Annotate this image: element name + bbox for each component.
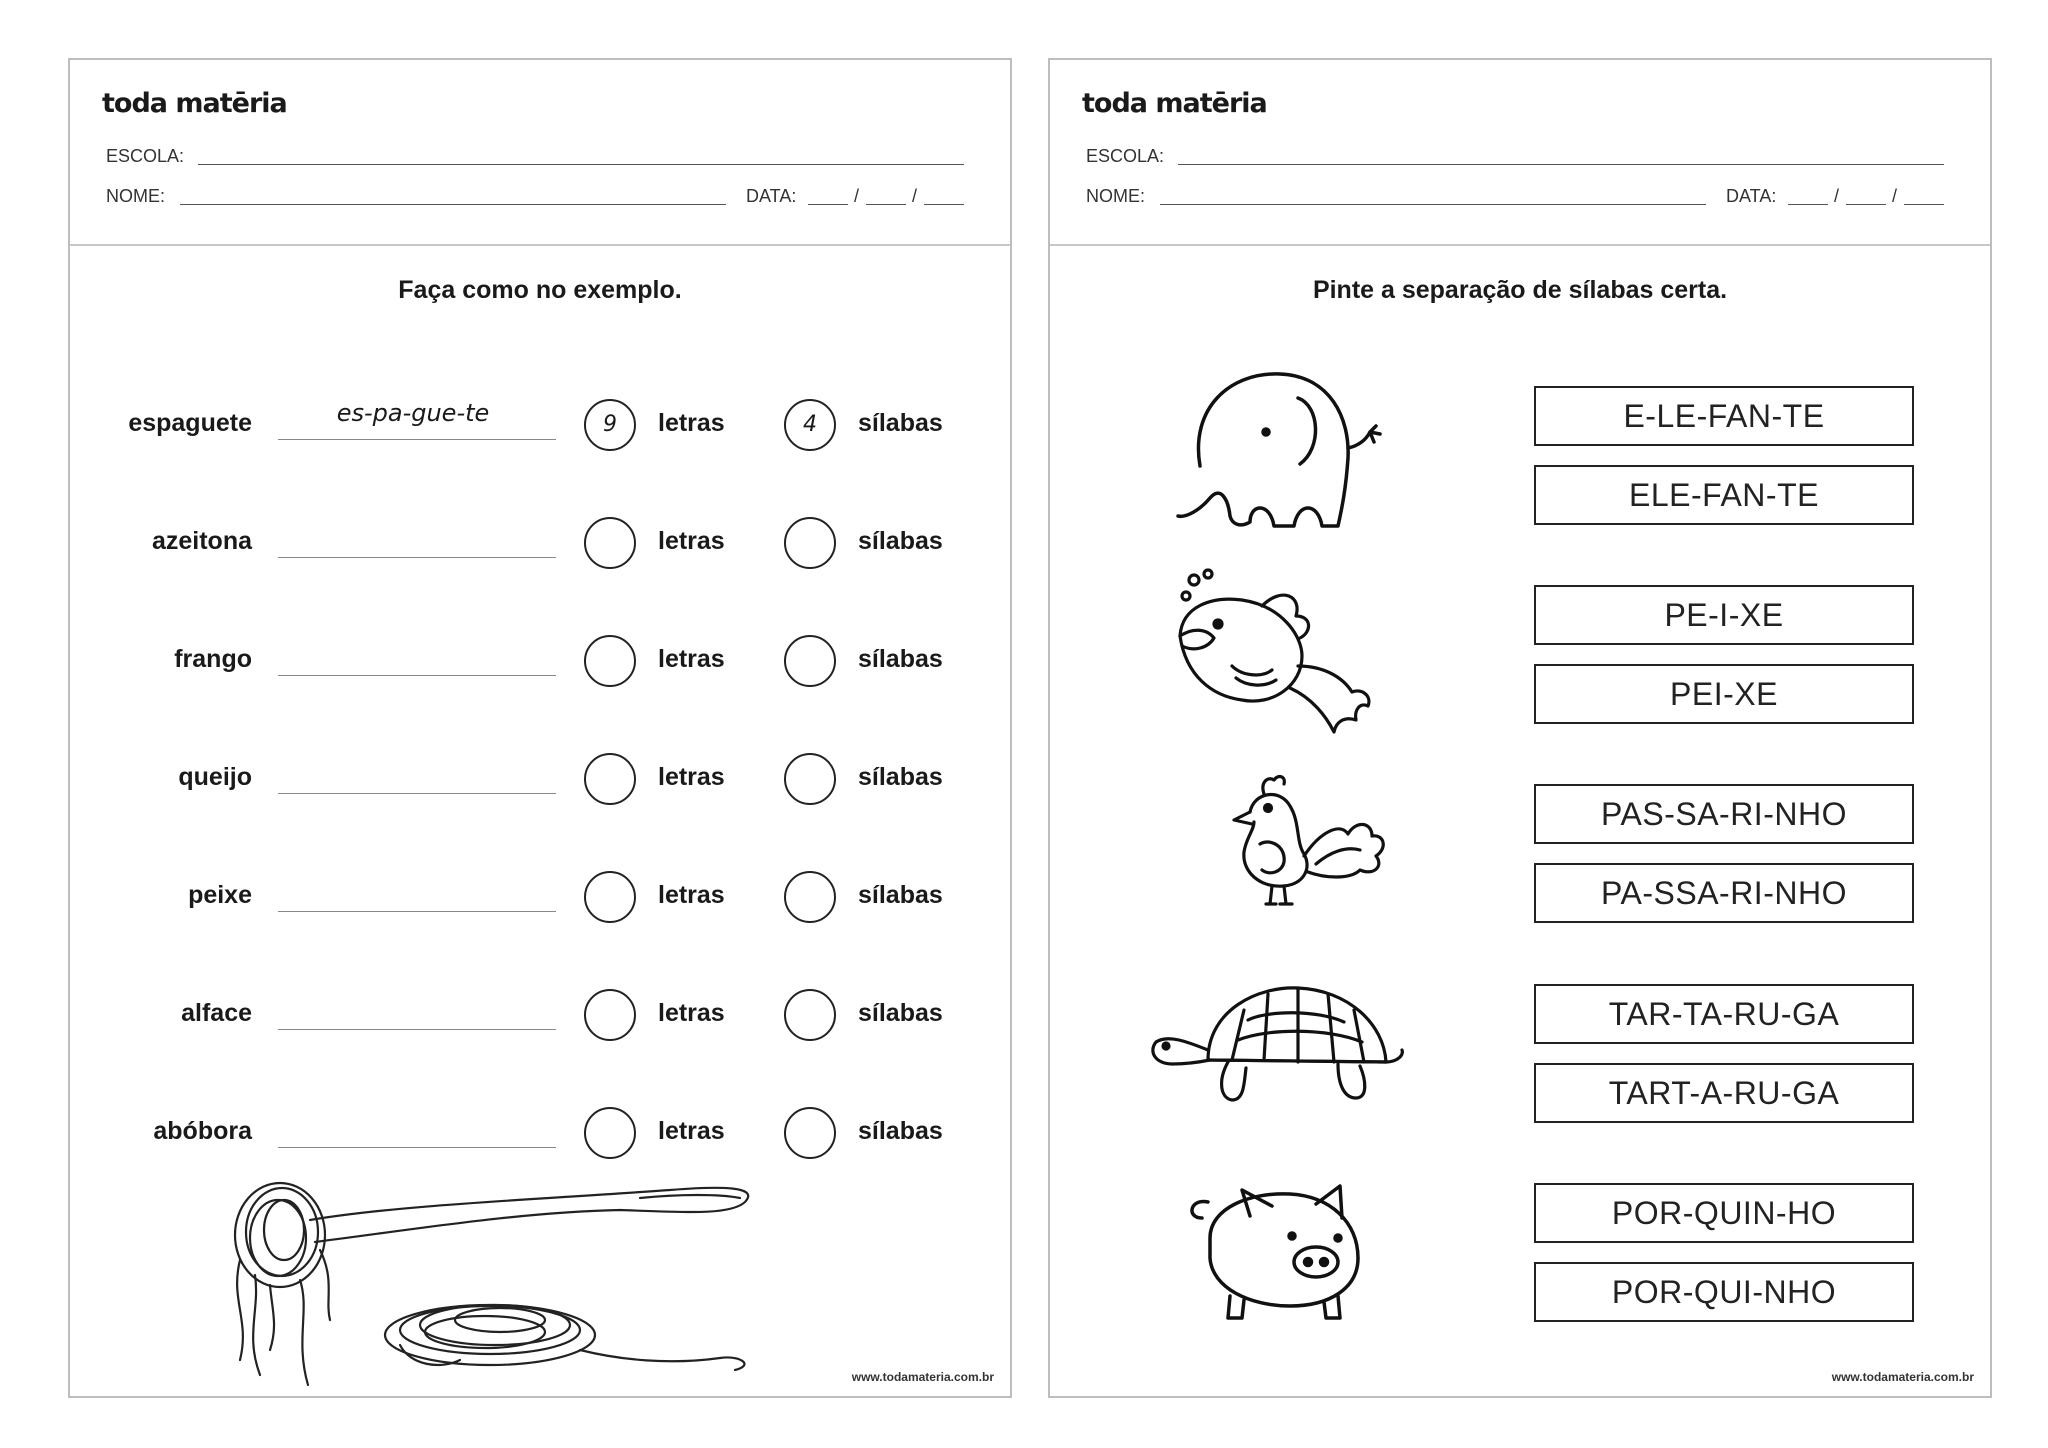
letters-count-circle[interactable] [584, 871, 636, 923]
name-label: NOME: [1086, 186, 1146, 206]
syllable-answer-field[interactable] [278, 439, 556, 440]
syllable-answer-field[interactable] [278, 557, 556, 558]
syllable-option[interactable]: POR-QUI-NHO [1534, 1262, 1914, 1322]
syllables-count-circle[interactable] [784, 1107, 836, 1159]
syllable-option[interactable]: ELE-FAN-TE [1534, 465, 1914, 525]
exercise-row [70, 749, 1010, 809]
school-field[interactable] [1178, 164, 1944, 165]
exercise-word: frango [174, 645, 252, 673]
letters-count-circle[interactable] [584, 1107, 636, 1159]
date-year-field[interactable] [924, 204, 964, 205]
exercise-row [70, 631, 1010, 691]
letters-count-circle[interactable] [584, 989, 636, 1041]
date-separator: / [912, 186, 918, 206]
syllables-count-circle[interactable] [784, 635, 836, 687]
exercise-word: alface [181, 999, 252, 1027]
syllables-label: sílabas [858, 527, 943, 555]
syllable-option[interactable]: PEI-XE [1534, 664, 1914, 724]
date-separator: / [1892, 186, 1898, 206]
syllable-option[interactable]: PA-SSA-RI-NHO [1534, 863, 1914, 923]
letters-label: letras [658, 645, 725, 673]
instruction-text: Faça como no exemplo. [398, 276, 682, 304]
exercise-row [70, 985, 1010, 1045]
syllables-count-circle[interactable] [784, 517, 836, 569]
instruction-text: Pinte a separação de sílabas certa. [1312, 276, 1728, 304]
brand-logo: toda matēria [1082, 88, 1267, 119]
letters-label: letras [658, 763, 725, 791]
name-field[interactable] [1160, 204, 1706, 205]
syllable-answer-field[interactable] [278, 675, 556, 676]
letters-count-circle[interactable] [584, 753, 636, 805]
syllable-option[interactable]: PE-I-XE [1534, 585, 1914, 645]
elephant-icon [1170, 368, 1390, 538]
exercise-word: peixe [188, 881, 252, 909]
exercise-row [70, 395, 1010, 455]
school-label: ESCOLA: [1086, 146, 1165, 166]
date-month-field[interactable] [866, 204, 906, 205]
syllables-label: sílabas [858, 1117, 943, 1145]
worksheet-left [68, 58, 1012, 1398]
syllable-answer-field[interactable] [278, 1147, 556, 1148]
syllable-answer: es-pa-gue-te [336, 399, 490, 427]
brand-logo: toda matēria [102, 88, 287, 119]
date-day-field[interactable] [808, 204, 848, 205]
exercise-word: espaguete [128, 409, 252, 437]
school-label: ESCOLA: [106, 146, 185, 166]
syllables-count-circle[interactable]: 4 [784, 399, 836, 451]
footer-url[interactable]: www.todamateria.com.br [1831, 1370, 1974, 1384]
fish-icon [1172, 566, 1382, 736]
date-day-field[interactable] [1788, 204, 1828, 205]
date-label: DATA: [746, 186, 797, 206]
letters-count-circle[interactable] [584, 517, 636, 569]
syllables-label: sílabas [858, 409, 943, 437]
exercise-word: queijo [178, 763, 252, 791]
spaghetti-fork-icon [200, 1160, 820, 1390]
syllables-label: sílabas [858, 645, 943, 673]
name-label: NOME: [106, 186, 166, 206]
syllable-option[interactable]: PAS-SA-RI-NHO [1534, 784, 1914, 844]
syllables-label: sílabas [858, 881, 943, 909]
syllables-count-circle[interactable] [784, 753, 836, 805]
name-field[interactable] [180, 204, 726, 205]
date-separator: / [1834, 186, 1840, 206]
syllable-option[interactable]: TAR-TA-RU-GA [1534, 984, 1914, 1044]
exercise-row [70, 1103, 1010, 1163]
worksheet-header [70, 60, 1010, 246]
date-label: DATA: [1726, 186, 1777, 206]
letters-label: letras [658, 999, 725, 1027]
turtle-icon [1148, 980, 1408, 1110]
letters-label: letras [658, 1117, 725, 1145]
letters-label: letras [658, 409, 725, 437]
letters-count-circle[interactable] [584, 635, 636, 687]
letters-label: letras [658, 527, 725, 555]
school-field[interactable] [198, 164, 964, 165]
syllables-count-circle[interactable] [784, 871, 836, 923]
bird-icon [1220, 772, 1390, 912]
footer-url[interactable]: www.todamateria.com.br [851, 1370, 994, 1384]
syllables-label: sílabas [858, 999, 943, 1027]
date-separator: / [854, 186, 860, 206]
syllable-option[interactable]: POR-QUIN-HO [1534, 1183, 1914, 1243]
syllable-answer-field[interactable] [278, 911, 556, 912]
date-year-field[interactable] [1904, 204, 1944, 205]
syllable-answer-field[interactable] [278, 793, 556, 794]
syllables-count-circle[interactable] [784, 989, 836, 1041]
worksheet-right [1048, 58, 1992, 1398]
pig-icon [1180, 1178, 1380, 1328]
letters-label: letras [658, 881, 725, 909]
syllable-option[interactable]: TART-A-RU-GA [1534, 1063, 1914, 1123]
exercise-row [70, 513, 1010, 573]
exercise-row [70, 867, 1010, 927]
date-month-field[interactable] [1846, 204, 1886, 205]
worksheet-header [1050, 60, 1990, 246]
letters-count-circle[interactable]: 9 [584, 399, 636, 451]
syllable-option[interactable]: E-LE-FAN-TE [1534, 386, 1914, 446]
syllables-label: sílabas [858, 763, 943, 791]
syllable-answer-field[interactable] [278, 1029, 556, 1030]
exercise-word: abóbora [153, 1117, 252, 1145]
exercise-word: azeitona [151, 527, 252, 555]
